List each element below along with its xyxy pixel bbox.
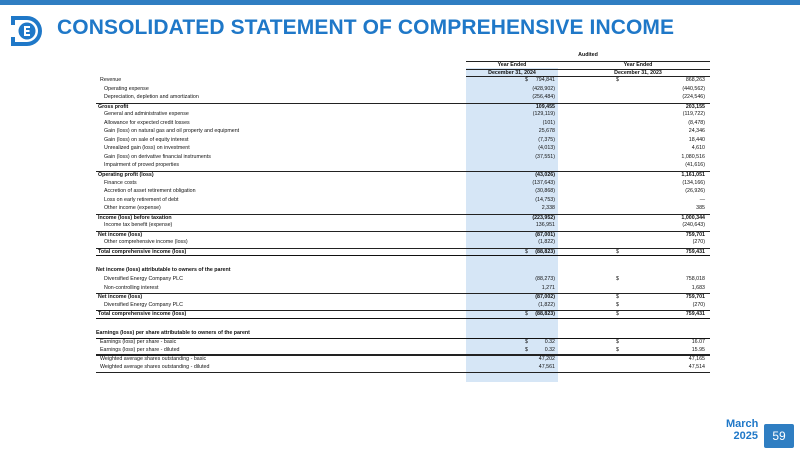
value-2024: (87,002) bbox=[535, 294, 555, 301]
value-2024: (4,013) bbox=[538, 145, 555, 152]
table-row: Total comprehensive income (loss) $ (88,823) $ 759,431 bbox=[96, 248, 710, 257]
row-label: Depreciation, depletion and amortization bbox=[104, 94, 199, 101]
currency-2023: $ bbox=[616, 311, 619, 318]
row-label: Income (loss) before taxation bbox=[98, 214, 172, 221]
value-2023: 47,165 bbox=[688, 356, 705, 363]
row-label: Operating expense bbox=[104, 85, 149, 92]
table-row bbox=[96, 222, 710, 231]
table-row bbox=[96, 188, 710, 197]
table-row bbox=[96, 302, 710, 311]
row-label: Loss on early retirement of debt bbox=[104, 196, 179, 203]
value-2024: (101) bbox=[542, 119, 555, 126]
value-2023: 1,683 bbox=[691, 284, 705, 291]
value-2024: (428,902) bbox=[532, 85, 555, 92]
table-row bbox=[96, 355, 710, 364]
table-row bbox=[96, 180, 710, 189]
table-row bbox=[96, 267, 710, 276]
value-2023: 868,263 bbox=[685, 77, 705, 83]
table-row: Earnings (loss) per share - diluted $ 0.32 $ 15.95 bbox=[96, 347, 710, 356]
table-row bbox=[96, 285, 710, 294]
statement-rows bbox=[96, 77, 710, 373]
value-2024: (7,375) bbox=[538, 136, 555, 143]
row-label: Weighted average shares outstanding - diluted bbox=[100, 363, 210, 370]
row-label: Other comprehensive income (loss) bbox=[104, 239, 188, 246]
table-row bbox=[96, 330, 710, 339]
value-2023: (440,562) bbox=[682, 85, 705, 92]
currency-2023: $ bbox=[616, 294, 619, 301]
row-label: Operating profit (loss) bbox=[98, 172, 154, 179]
row-label: Weighted average shares outstanding - basic bbox=[100, 356, 207, 363]
value-2024: 136,951 bbox=[535, 222, 555, 229]
table-row bbox=[96, 293, 710, 302]
value-2024: (137,643) bbox=[532, 179, 555, 186]
value-2023: (240,643) bbox=[682, 222, 705, 229]
col2-header-top: Year Ended bbox=[623, 62, 653, 68]
currency-2023: $ bbox=[616, 346, 619, 353]
value-2024: 109,455 bbox=[535, 103, 555, 110]
row-label: Revenue bbox=[100, 77, 122, 83]
row-label: Gain (loss) on sale of equity interest bbox=[104, 136, 189, 143]
row-label: Gross profit bbox=[98, 103, 129, 110]
value-2024: (88,273) bbox=[535, 276, 555, 283]
table-row: Total comprehensive income (loss) $ (88,823) $ 759,431 bbox=[96, 310, 710, 319]
row-label: Earnings (loss) per share - diluted bbox=[100, 346, 180, 353]
table-row bbox=[96, 214, 710, 223]
value-2024: 47,561 bbox=[538, 363, 555, 370]
value-2024: 0.32 bbox=[544, 346, 555, 353]
table-row bbox=[96, 94, 710, 103]
row-label: Net income (loss) attributable to owners of the parent bbox=[96, 267, 231, 274]
table-row: Revenue $ 794,841 $ 868,263 bbox=[100, 77, 705, 83]
currency-2023: $ bbox=[616, 248, 619, 255]
value-2024: (43,026) bbox=[535, 172, 555, 179]
value-2024: 0.32 bbox=[544, 339, 555, 346]
value-2023: 759,431 bbox=[685, 248, 705, 255]
row-label: Gain (loss) on derivative financial instruments bbox=[104, 153, 211, 160]
table-row bbox=[96, 145, 710, 154]
row-label: Earnings (loss) per share - basic bbox=[100, 339, 177, 346]
row-label: Accretion of asset retirement obligation bbox=[104, 188, 196, 195]
table-row bbox=[96, 137, 710, 146]
table-row bbox=[96, 154, 710, 163]
value-2024: (14,753) bbox=[535, 196, 555, 203]
value-2024: 47,202 bbox=[538, 356, 555, 363]
value-2024: (1,822) bbox=[538, 239, 555, 246]
table-row bbox=[96, 128, 710, 137]
table-row bbox=[96, 239, 710, 248]
top-accent-bar bbox=[0, 0, 800, 5]
currency-2023: $ bbox=[616, 77, 619, 83]
value-2023: (26,926) bbox=[685, 188, 705, 195]
value-2024: 2,338 bbox=[541, 205, 555, 212]
table-row bbox=[96, 256, 710, 267]
row-label: Impairment of proved properties bbox=[104, 162, 180, 169]
page-number-badge: 59 bbox=[764, 424, 794, 448]
row-label: Gain (loss) on natural gas and oil property and equipment bbox=[104, 128, 240, 135]
col1-header-top: Year Ended bbox=[497, 62, 527, 68]
footer-month: March bbox=[726, 418, 759, 430]
value-2023: 16.07 bbox=[691, 339, 705, 346]
value-2023: (41,616) bbox=[685, 162, 705, 169]
value-2024: (30,868) bbox=[535, 188, 555, 195]
value-2023: 1,080,516 bbox=[681, 153, 705, 160]
row-label: Diversified Energy Company PLC bbox=[104, 276, 183, 283]
value-2024: (1,822) bbox=[538, 301, 555, 308]
value-2023: (8,478) bbox=[688, 119, 705, 126]
col1-header-bottom: December 31, 2024 bbox=[488, 70, 536, 76]
table-row: Earnings (loss) per share - basic $ 0.32 $ 16.07 bbox=[96, 338, 710, 347]
value-2023: 759,701 bbox=[685, 294, 705, 301]
footer-year: 2025 bbox=[733, 430, 758, 442]
row-label: Total comprehensive income (loss) bbox=[98, 248, 187, 255]
table-row bbox=[96, 205, 710, 214]
company-logo-icon bbox=[7, 13, 43, 49]
table-row bbox=[96, 162, 710, 171]
value-2023: 15.95 bbox=[691, 346, 705, 353]
value-2023: (224,546) bbox=[682, 94, 705, 101]
value-2023: 385 bbox=[696, 205, 705, 212]
currency-2023: $ bbox=[616, 339, 619, 346]
row-label: Diversified Energy Company PLC bbox=[104, 301, 183, 308]
table-row bbox=[96, 171, 710, 180]
value-2023: (270) bbox=[692, 239, 705, 246]
value-2024: (88,823) bbox=[535, 248, 555, 255]
value-2023: (270) bbox=[692, 301, 705, 308]
row-label: Income tax benefit (expense) bbox=[104, 222, 173, 229]
table-row bbox=[96, 197, 710, 206]
row-label: Earnings (loss) per share attributable to owners of the parent bbox=[96, 329, 250, 336]
row-label: Other income (expense) bbox=[104, 205, 161, 212]
value-2024: (88,823) bbox=[535, 311, 555, 318]
footer-date bbox=[726, 418, 758, 442]
col2-header-bottom: December 31, 2023 bbox=[614, 70, 662, 76]
row-label: Finance costs bbox=[104, 179, 137, 186]
row-label: Net income (loss) bbox=[98, 231, 143, 238]
table-row bbox=[96, 231, 710, 240]
value-2023: 203,155 bbox=[685, 103, 705, 110]
table-row bbox=[96, 111, 710, 120]
value-2023: 759,701 bbox=[685, 231, 705, 238]
row-label: Non-controlling interest bbox=[104, 284, 159, 291]
value-2023: — bbox=[699, 196, 705, 203]
value-2024: 25,678 bbox=[538, 128, 555, 135]
value-2023: (119,722) bbox=[682, 111, 705, 118]
currency-2023: $ bbox=[616, 276, 619, 283]
row-label: Net income (loss) bbox=[98, 294, 143, 301]
table-row bbox=[96, 276, 710, 285]
table-row bbox=[96, 103, 710, 112]
value-2023: (134,166) bbox=[682, 179, 705, 186]
value-2024: 1,271 bbox=[541, 284, 555, 291]
row-label: Allowance for expected credit losses bbox=[104, 119, 190, 126]
value-2024: 794,841 bbox=[535, 77, 555, 83]
table-row bbox=[96, 120, 710, 129]
value-2024: (129,119) bbox=[532, 111, 555, 118]
table-row bbox=[96, 319, 710, 330]
row-label: Total comprehensive income (loss) bbox=[98, 311, 187, 318]
value-2023: 1,161,051 bbox=[681, 172, 705, 179]
value-2023: 758,018 bbox=[685, 276, 705, 283]
value-2023: 18,440 bbox=[688, 136, 705, 143]
value-2023: 47,514 bbox=[688, 363, 705, 370]
value-2023: 1,000,344 bbox=[681, 214, 705, 221]
table-row bbox=[96, 86, 710, 95]
value-2024: (87,001) bbox=[535, 231, 555, 238]
value-2023: 24,346 bbox=[688, 128, 705, 135]
row-label: General and administrative expense bbox=[104, 111, 189, 118]
currency-2023: $ bbox=[616, 301, 619, 308]
income-statement-table bbox=[96, 52, 710, 373]
value-2024: (223,952) bbox=[532, 214, 555, 221]
table-row bbox=[96, 364, 710, 373]
value-2024: (37,551) bbox=[535, 153, 555, 160]
value-2024: (256,484) bbox=[532, 94, 555, 101]
value-2023: 759,431 bbox=[685, 311, 705, 318]
row-label: Unrealized gain (loss) on investment bbox=[104, 145, 190, 152]
audited-header: Audited bbox=[578, 52, 598, 58]
value-2023: 4,610 bbox=[691, 145, 705, 152]
page-title: CONSOLIDATED STATEMENT OF COMPREHENSIVE INCOME bbox=[57, 16, 675, 39]
